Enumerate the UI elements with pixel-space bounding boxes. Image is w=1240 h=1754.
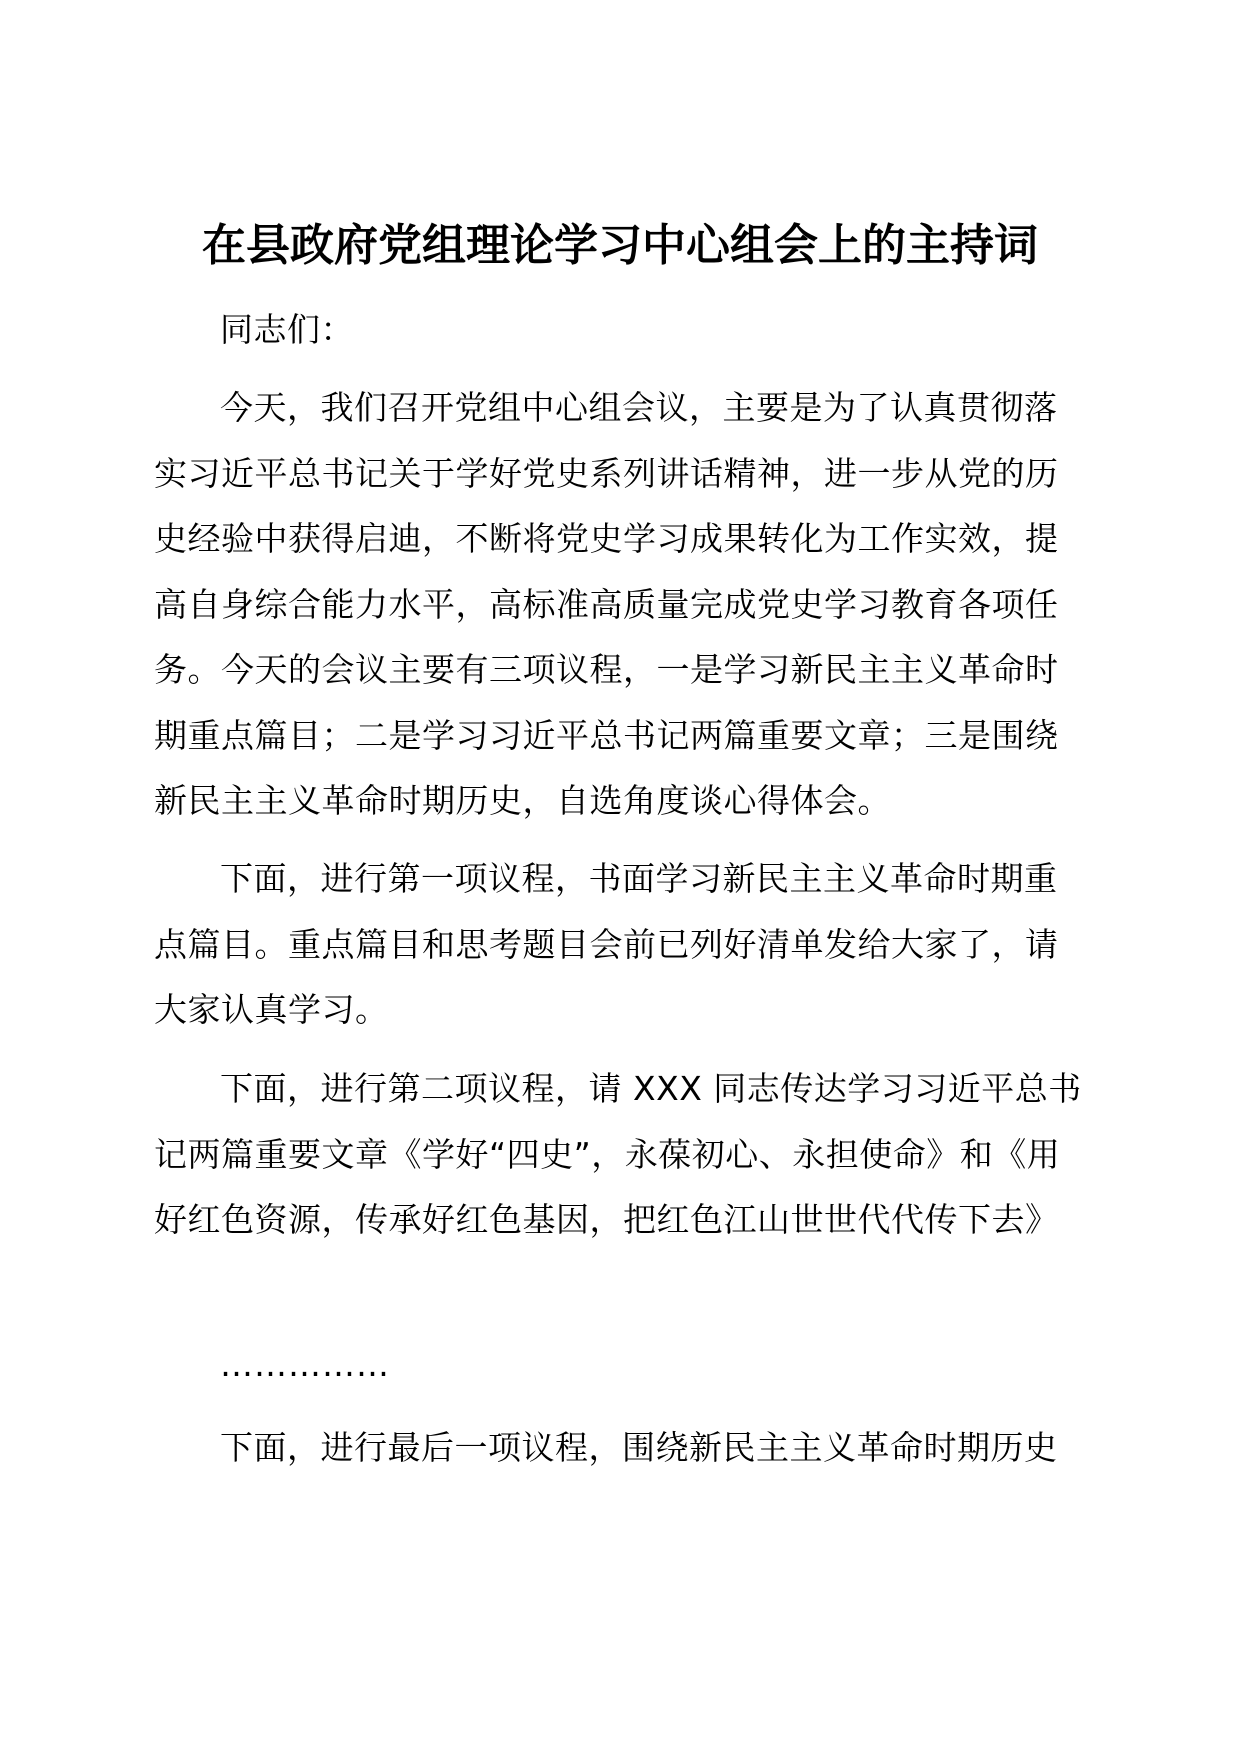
paragraph-opening: 今天，我们召开党组中心组会议，主要是为了认真贯彻落实习近平总书记关于学好党史系列讲话精神，进一步从党的历史经验中获得启迪，不断将党史学习成果转化为工作实效，提高自身综合能力水平，高标准高质量完成党史学习教育各项任务。今天的会议主要有三项议程，一是学习新民主主义革命时期重点篇目；二是学习习近平总书记两篇重要文章；三是围绕新民主主义革命时期历史，自选角度谈心得体会。 bbox=[154, 388, 1059, 820]
salutation: 同志们： bbox=[220, 310, 354, 349]
paragraph-agenda-one: 下面，进行第一项议程，书面学习新民主主义革命时期重点篇目。重点篇目和思考题目会前已列好清单发给大家了，请大家认真学习。 bbox=[154, 859, 1059, 1029]
paragraph-agenda-last: 下面，进行最后一项议程，围绕新民主主义革命时期历史 bbox=[220, 1428, 1058, 1467]
ellipsis-separator: …………… bbox=[220, 1345, 390, 1384]
paragraph-agenda-two: 下面，进行第二项议程，请 XXX 同志传达学习习近平总书记两篇重要文章《学好“四史”，永葆初心、永担使命》和《用好红色资源，传承好红色基因，把红色江山世世代代传下去》 bbox=[154, 1069, 1082, 1239]
document-title: 在县政府党组理论学习中心组会上的主持词 bbox=[202, 220, 1038, 271]
